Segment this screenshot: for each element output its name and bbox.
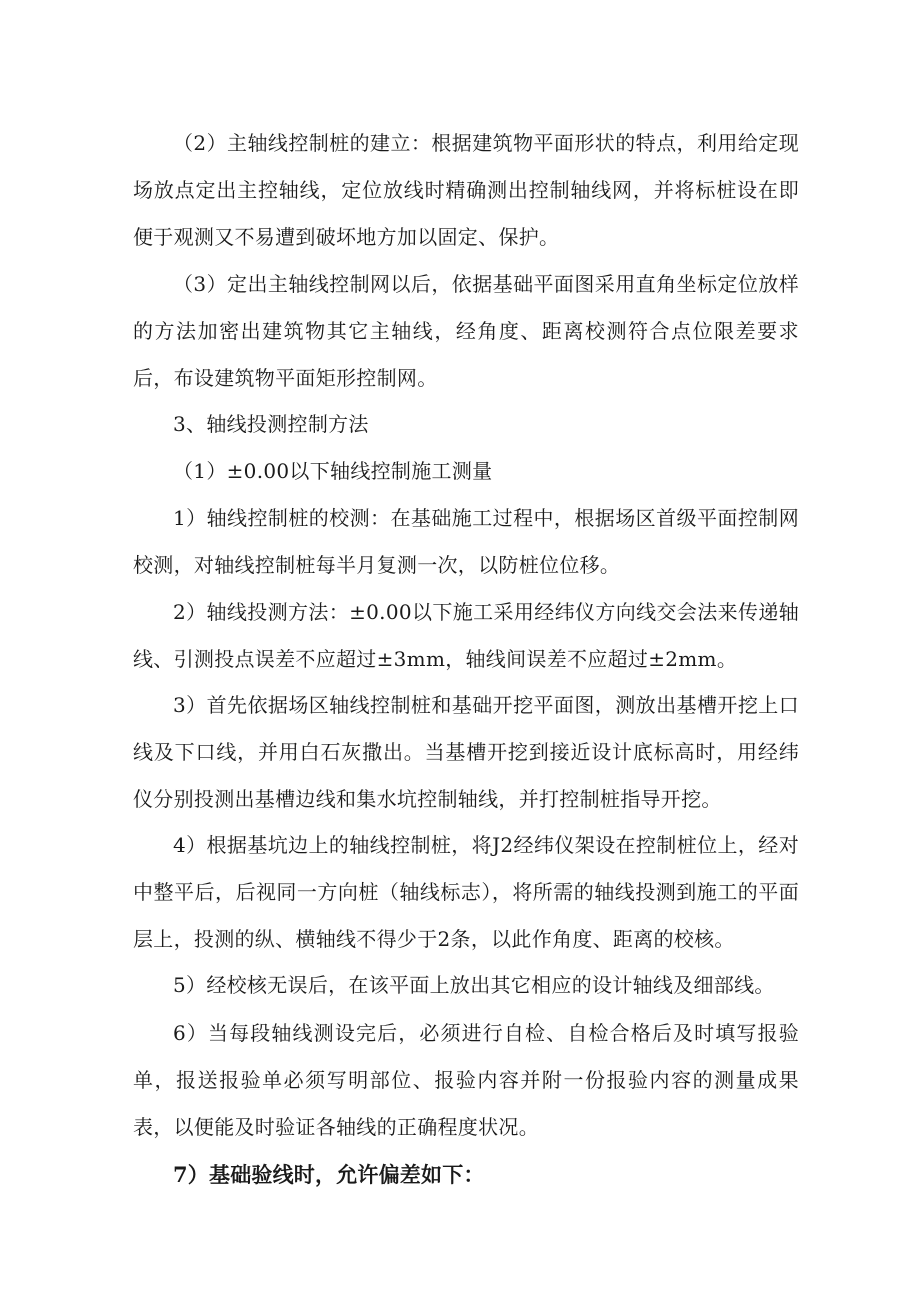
paragraph-main-axis-control-piles: （2）主轴线控制桩的建立：根据建筑物平面形状的特点，利用给定现场放点定出主控轴线，定位放线时精确测出控制轴线网，并将标桩设在即便于观测又不易遭到破坏地方加以固定、保护。 [133,131,799,249]
subheading-below-zero-survey: （1）±0.00以下轴线控制施工测量 [173,459,493,483]
paragraph-allowable-deviation: 7）基础验线时，允许偏差如下： [173,1162,485,1187]
paragraph-trench-layout: 3）首先依据场区轴线控制桩和基础开挖平面图，测放出基槽开挖上口线及下口线，并用白石灰撒出。当基槽开挖到接近设计底标高时，用经纬仪分别投测出基槽边线和集水坑控制轴线，并打控制桩指导开挖。 [133,693,799,811]
paragraph-control-network: （3）定出主轴线控制网以后，依据基础平面图采用直角坐标定位放样的方法加密出建筑物其它主轴线，经角度、距离校测符合点位限差要求后，布设建筑物平面矩形控制网。 [133,272,799,390]
paragraph-pile-checking: 1）轴线控制桩的校测：在基础施工过程中，根据场区首级平面控制网校测，对轴线控制桩每半月复测一次，以防桩位位移。 [133,506,799,577]
paragraph-self-inspection: 6）当每段轴线测设完后，必须进行自检、自检合格后及时填写报验单，报送报验单必须写明部位、报验内容并附一份报验内容的测量成果表，以便能及时验证各轴线的正确程度状况。 [133,1021,799,1139]
paragraph-theodolite-setup: 4）根据基坑边上的轴线控制桩，将J2经纬仪架设在控制桩位上，经对中整平后，后视同一方向桩（轴线标志），将所需的轴线投测到施工的平面层上，投测的纵、横轴线不得少于2条，以此作角度、距离的校核。 [133,833,799,951]
section-heading-axis-projection: 3、轴线投测控制方法 [173,412,369,436]
paragraph-projection-method: 2）轴线投测方法：±0.00以下施工采用经纬仪方向线交会法来传递轴线、引测投点误差不应超过±3mm，轴线间误差不应超过±2mm。 [133,600,799,671]
paragraph-detail-lines: 5）经校核无误后，在该平面上放出其它相应的设计轴线及细部线。 [173,973,775,997]
